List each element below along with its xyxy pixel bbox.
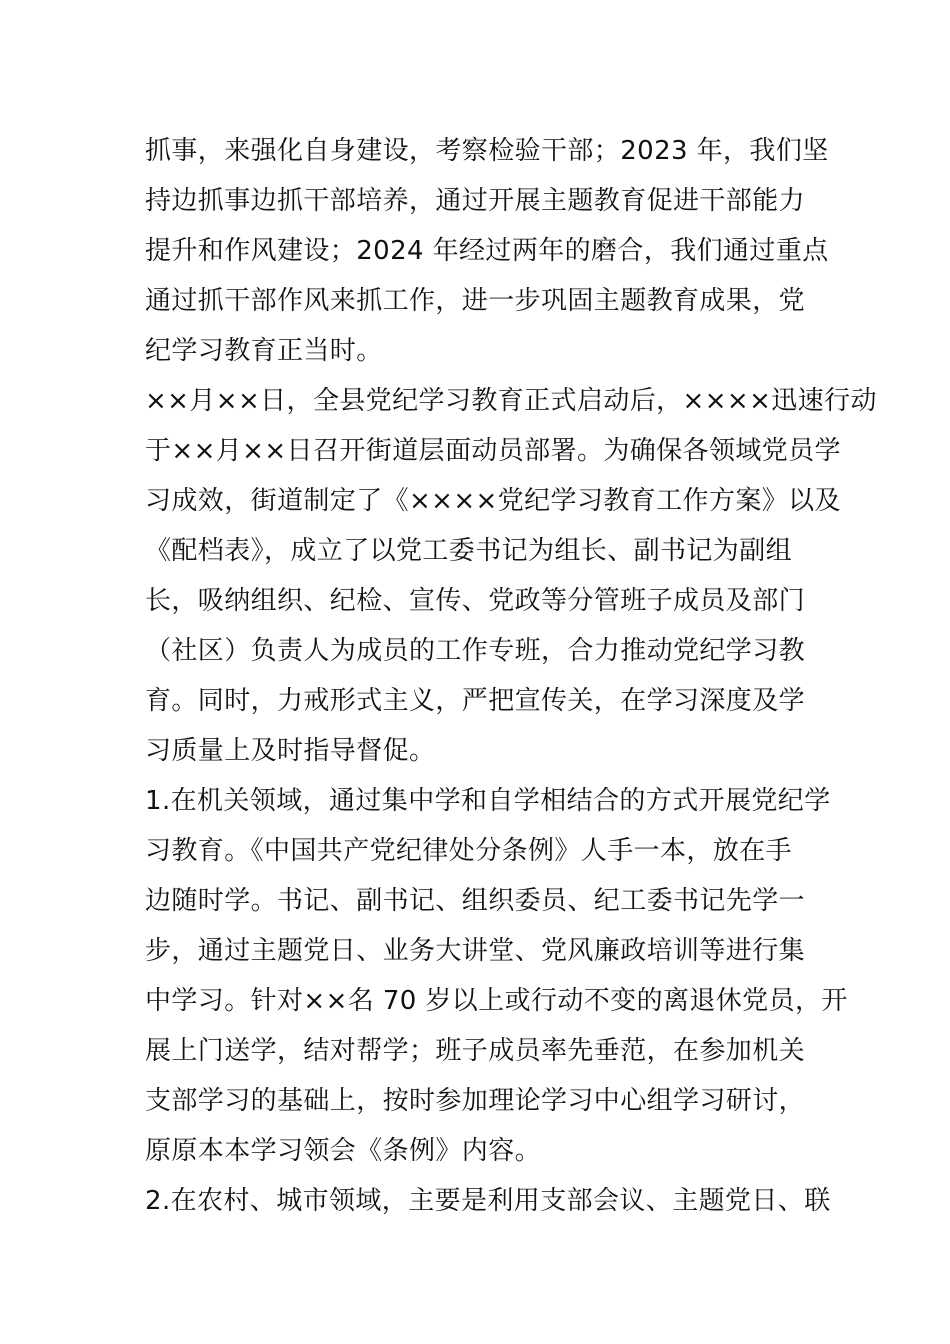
- document-body: [145, 126, 877, 1226]
- text-line: 步，通过主题党日、业务大讲堂、党风廉政培训等进行集: [145, 936, 806, 966]
- text-line: 通过抓干部作风来抓工作，进一步巩固主题教育成果，党: [145, 286, 806, 316]
- text-line: ××月××日，全县党纪学习教育正式启动后，××××迅速行动: [145, 386, 877, 416]
- text-line: 1.在机关领域，通过集中学和自学相结合的方式开展党纪学: [145, 786, 831, 816]
- text-line: 支部学习的基础上，按时参加理论学习中心组学习研讨，: [145, 1086, 806, 1116]
- text-line: 习成效，街道制定了《××××党纪学习教育工作方案》以及: [145, 486, 841, 516]
- paragraph: [145, 126, 829, 376]
- paragraph: [145, 1176, 831, 1226]
- text-line: 提升和作风建设；2024 年经过两年的磨合，我们通过重点: [145, 236, 829, 266]
- text-line: 2.在农村、城市领域，主要是利用支部会议、主题党日、联: [145, 1186, 831, 1216]
- paragraph: [145, 776, 848, 1176]
- text-line: 原原本本学习领会《条例》内容。: [145, 1136, 542, 1166]
- text-line: 长，吸纳组织、纪检、宣传、党政等分管班子成员及部门: [145, 586, 806, 616]
- text-line: 中学习。针对××名 70 岁以上或行动不变的离退休党员，开: [145, 986, 848, 1016]
- text-line: 展上门送学，结对帮学；班子成员率先垂范，在参加机关: [145, 1036, 806, 1066]
- paragraph: [145, 376, 877, 776]
- text-line: 纪学习教育正当时。: [145, 336, 383, 366]
- text-line: 抓事，来强化自身建设，考察检验干部；2023 年，我们坚: [145, 136, 829, 166]
- text-line: 育。同时，力戒形式主义，严把宣传关，在学习深度及学: [145, 686, 806, 716]
- text-line: 《配档表》，成立了以党工委书记为组长、副书记为副组: [145, 536, 793, 566]
- text-line: 边随时学。书记、副书记、组织委员、纪工委书记先学一: [145, 886, 806, 916]
- text-line: 于××月××日召开街道层面动员部署。为确保各领域党员学: [145, 436, 841, 466]
- text-line: （社区）负责人为成员的工作专班，合力推动党纪学习教: [145, 636, 806, 666]
- text-line: 习质量上及时指导督促。: [145, 736, 436, 766]
- text-line: 习教育。《中国共产党纪律处分条例》人手一本，放在手: [145, 836, 793, 866]
- text-line: 持边抓事边抓干部培养，通过开展主题教育促进干部能力: [145, 186, 806, 216]
